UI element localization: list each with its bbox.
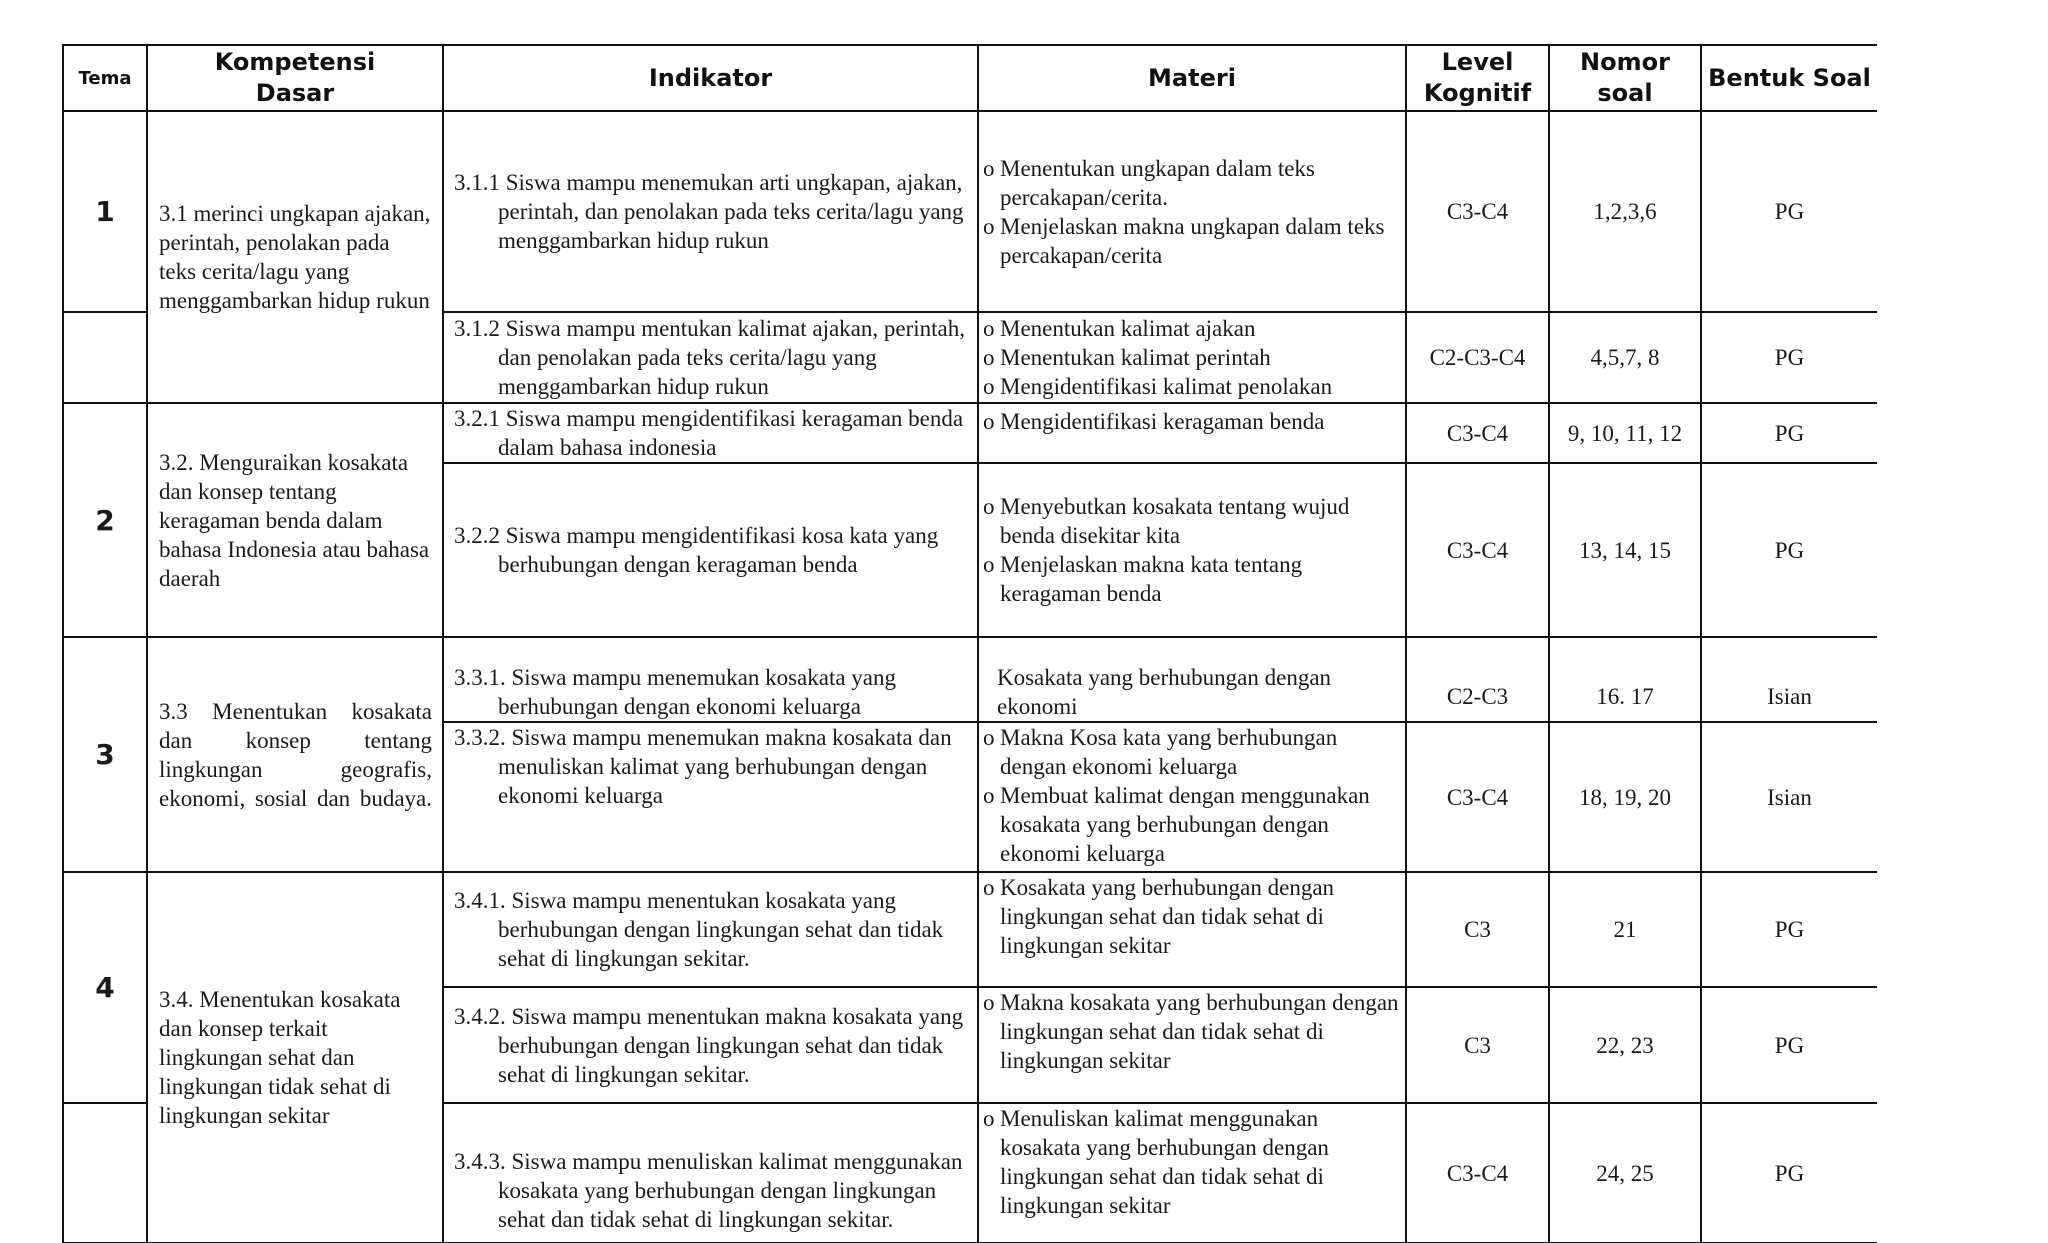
materi-item: o Menjelaskan makna ungkapan dalam teks percakapan/cerita [983,212,1399,270]
indikator-cell [443,722,978,872]
tema-empty-cell [63,312,147,403]
header-level-kognitif [1406,45,1549,111]
indikator-cell [443,403,978,463]
materi-item: o Menentukan kalimat perintah [983,343,1399,372]
indikator-cell [443,637,978,722]
materi-cell [978,722,1406,872]
level-kognitif-cell: C3 [1406,872,1549,987]
table-row [63,403,1877,463]
bentuk-soal-cell: PG [1701,312,1877,403]
indikator-cell [443,312,978,403]
materi-cell [978,312,1406,403]
header-materi: Materi [978,45,1406,111]
level-kognitif-cell: C3-C4 [1406,1103,1549,1243]
nomor-soal-cell: 18, 19, 20 [1549,722,1701,872]
table-row [63,637,1877,722]
materi-item: o Mengidentifikasi keragaman benda [983,407,1399,436]
materi-cell [978,1103,1406,1243]
kompetensi-dasar-cell [147,872,443,1243]
nomor-soal-cell: 4,5,7, 8 [1549,312,1701,403]
kisi-kisi-table [62,44,1877,1243]
level-kognitif-cell: C3-C4 [1406,722,1549,872]
indikator-text: 3.1.1 Siswa mampu menemukan arti ungkapan, ajakan, perintah, dan penolakan pada teks cerita/lagu yang menggambarkan hidup rukun [454,170,964,253]
nomor-soal-cell: 22, 23 [1549,987,1701,1103]
materi-item: o Makna Kosa kata yang berhubungan dengan ekonomi keluarga [983,723,1399,781]
kompetensi-dasar-text: 3.4. Menentukan kosakata dan konsep terkait lingkungan sehat dan lingkungan tidak sehat di lingkungan sekitar [159,987,401,1128]
materi-cell [978,403,1406,463]
materi-item: o Menjelaskan makna kata tentang keragaman benda [983,550,1399,608]
materi-item: o Makna kosakata yang berhubungan dengan lingkungan sehat dan tidak sehat di lingkungan sekitar [983,988,1399,1075]
header-row [63,45,1877,111]
kompetensi-dasar-text: 3.2. Menguraikan kosakata dan konsep tentang keragaman benda dalam bahasa Indonesia atau bahasa daerah [159,449,430,591]
header-bentuk-soal: Bentuk Soal [1701,45,1877,111]
indikator-text: 3.1.2 Siswa mampu mentukan kalimat ajakan, perintah, dan penolakan pada teks cerita/lagu yang menggambarkan hidup rukun [454,316,965,399]
kompetensi-dasar-text: 3.3 Menentukan kosakata dan konsep tentang lingkungan geografis, ekonomi, sosial dan budaya. [159,698,432,811]
tema-number: 3 [63,637,147,872]
tema-number: 4 [63,872,147,1103]
kompetensi-dasar-text: 3.1 merinci ungkapan ajakan, perintah, penolakan pada teks cerita/lagu yang menggambarkan hidup rukun [159,201,431,313]
tema-number: 1 [63,111,147,312]
indikator-cell [443,111,978,312]
indikator-cell [443,463,978,637]
header-level-line2: Kognitif [1423,79,1532,107]
materi-item: o Menentukan kalimat ajakan [983,314,1399,343]
table-row [63,872,1877,987]
materi-item: o Menentukan ungkapan dalam teks percakapan/cerita. [983,154,1399,212]
bentuk-soal-cell: Isian [1701,637,1877,722]
tema-empty-cell [63,1103,147,1243]
indikator-text: 3.4.2. Siswa mampu menentukan makna kosakata yang berhubungan dengan lingkungan sehat dan tidak sehat di lingkungan sekitar. [454,1004,964,1087]
nomor-soal-cell: 24, 25 [1549,1103,1701,1243]
materi-item: o Menyebutkan kosakata tentang wujud benda disekitar kita [983,492,1399,550]
nomor-soal-cell: 9, 10, 11, 12 [1549,403,1701,463]
header-level-line1: Level [1441,48,1514,76]
header-nomor-soal [1549,45,1701,111]
indikator-cell [443,1103,978,1243]
indikator-cell [443,872,978,987]
bentuk-soal-cell: PG [1701,987,1877,1103]
indikator-cell [443,987,978,1103]
materi-cell [978,463,1406,637]
kompetensi-dasar-cell [147,637,443,872]
materi-cell [978,987,1406,1103]
header-kd-line2: Dasar [255,79,335,107]
kompetensi-dasar-cell [147,403,443,637]
nomor-soal-cell: 1,2,3,6 [1549,111,1701,312]
bentuk-soal-cell: PG [1701,1103,1877,1243]
bentuk-soal-cell: PG [1701,872,1877,987]
materi-cell [978,872,1406,987]
indikator-text: 3.3.2. Siswa mampu menemukan makna kosakata dan menuliskan kalimat yang berhubungan dengan ekonomi keluarga [454,725,952,808]
bentuk-soal-cell: Isian [1701,722,1877,872]
level-kognitif-cell: C2-C3-C4 [1406,312,1549,403]
header-kompetensi-dasar [147,45,443,111]
document-page [62,44,1877,1243]
materi-item: o Mengidentifikasi kalimat penolakan [983,372,1399,401]
nomor-soal-cell: 21 [1549,872,1701,987]
nomor-soal-cell: 13, 14, 15 [1549,463,1701,637]
tema-number: 2 [63,403,147,637]
indikator-text: 3.4.1. Siswa mampu menentukan kosakata yang berhubungan dengan lingkungan sehat dan tidak sehat di lingkungan sekitar. [454,888,944,971]
bentuk-soal-cell: PG [1701,463,1877,637]
materi-item: Kosakata yang berhubungan dengan ekonomi [997,665,1332,719]
materi-item: o Membuat kalimat dengan menggunakan kosakata yang berhubungan dengan ekonomi keluarga [983,781,1399,868]
header-tema: Tema [63,45,147,111]
indikator-text: 3.4.3. Siswa mampu menuliskan kalimat menggunakan kosakata yang berhubungan dengan lingkungan sehat dan tidak sehat di lingkungan sekitar. [454,1149,963,1232]
header-indikator: Indikator [443,45,978,111]
level-kognitif-cell: C2-C3 [1406,637,1549,722]
indikator-text: 3.2.1 Siswa mampu mengidentifikasi keragaman benda dalam bahasa indonesia [454,406,964,460]
nomor-soal-cell: 16. 17 [1549,637,1701,722]
level-kognitif-cell: C3-C4 [1406,463,1549,637]
header-nomor-line1: Nomor [1580,48,1670,76]
header-kd-line1: Kompetensi [214,48,376,76]
level-kognitif-cell: C3-C4 [1406,403,1549,463]
materi-cell [978,111,1406,312]
materi-item: o Kosakata yang berhubungan dengan lingkungan sehat dan tidak sehat di lingkungan sekitar [983,873,1399,960]
materi-cell [978,637,1406,722]
level-kognitif-cell: C3 [1406,987,1549,1103]
bentuk-soal-cell: PG [1701,403,1877,463]
indikator-text: 3.3.1. Siswa mampu menemukan kosakata yang berhubungan dengan ekonomi keluarga [454,665,897,719]
table-row [63,111,1877,312]
level-kognitif-cell: C3-C4 [1406,111,1549,312]
header-nomor-line2: soal [1597,79,1653,107]
kompetensi-dasar-cell [147,111,443,403]
materi-item: o Menuliskan kalimat menggunakan kosakata yang berhubungan dengan lingkungan sehat dan tidak sehat di lingkungan sekitar [983,1104,1399,1220]
bentuk-soal-cell: PG [1701,111,1877,312]
indikator-text: 3.2.2 Siswa mampu mengidentifikasi kosa kata yang berhubungan dengan keragaman benda [454,523,939,577]
